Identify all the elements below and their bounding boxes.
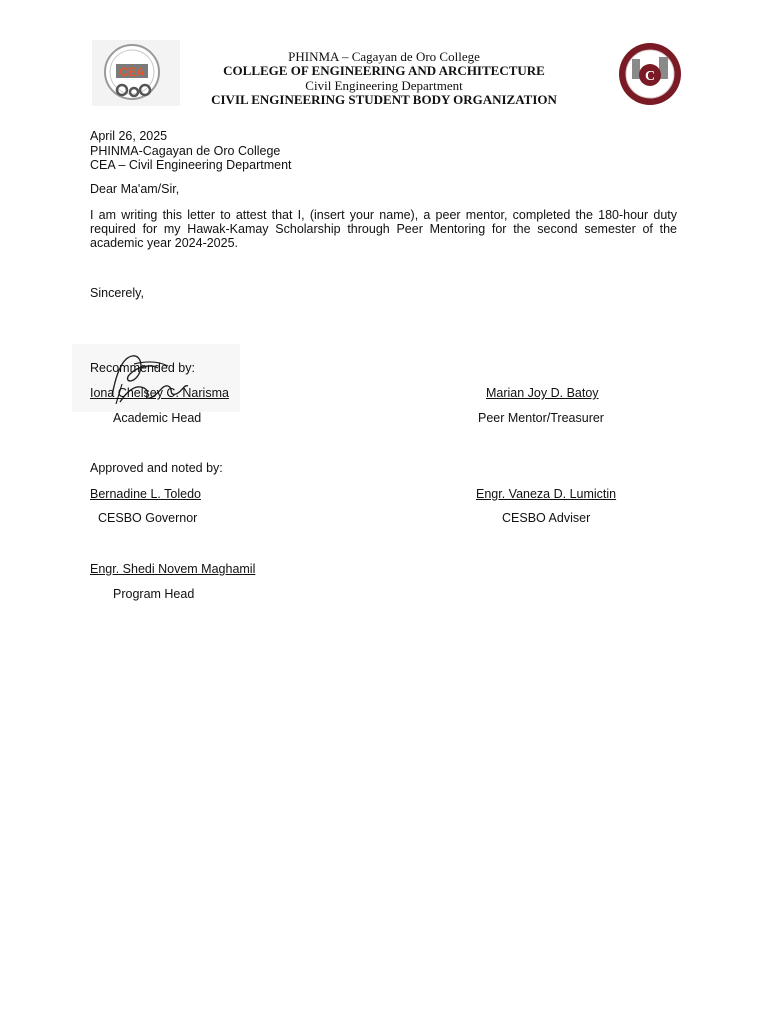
governor-title: CESBO Governor bbox=[98, 511, 198, 525]
college-division: COLLEGE OF ENGINEERING AND ARCHITECTURE bbox=[223, 63, 545, 78]
handwritten-signature bbox=[72, 344, 240, 412]
peer-mentor-name: Marian Joy D. Batoy bbox=[486, 386, 599, 400]
program-head-title: Program Head bbox=[113, 587, 195, 601]
cea-logo-text: CEA bbox=[119, 65, 145, 79]
adviser-name: Engr. Vaneza D. Lumictin bbox=[476, 487, 617, 501]
department-name: Civil Engineering Department bbox=[305, 78, 463, 93]
letter-date: April 26, 2025 bbox=[90, 129, 168, 143]
recommender-title: Academic Head bbox=[113, 411, 202, 425]
peer-mentor-title: Peer Mentor/Treasurer bbox=[478, 411, 604, 425]
address-line-1: PHINMA-Cagayan de Oro College bbox=[90, 144, 281, 158]
cesbo-seal-text: C bbox=[644, 69, 656, 84]
salutation: Dear Ma'am/Sir, bbox=[90, 182, 180, 196]
organization-name: CIVIL ENGINEERING STUDENT BODY ORGANIZATION bbox=[211, 92, 557, 107]
address-line-2: CEA – Civil Engineering Department bbox=[90, 158, 292, 172]
letter-body-paragraph: I am writing this letter to attest that I, (insert your name), a peer mentor, completed the 180-hour duty required for my Hawak-Kamay Scholarship through Peer Mentoring for the second semester of the academic year 2024-2025. bbox=[90, 208, 677, 250]
adviser-title: CESBO Adviser bbox=[502, 511, 591, 525]
program-head-name: Engr. Shedi Novem Maghamil bbox=[90, 562, 256, 576]
recommender-name: Iona Chelsey C. Narisma bbox=[90, 386, 229, 400]
closing: Sincerely, bbox=[90, 286, 144, 300]
governor-name: Bernadine L. Toledo bbox=[90, 487, 201, 501]
college-name: PHINMA – Cagayan de Oro College bbox=[288, 49, 480, 64]
recommended-by-label: Recommended by: bbox=[90, 361, 195, 375]
approved-by-label: Approved and noted by: bbox=[90, 461, 223, 475]
